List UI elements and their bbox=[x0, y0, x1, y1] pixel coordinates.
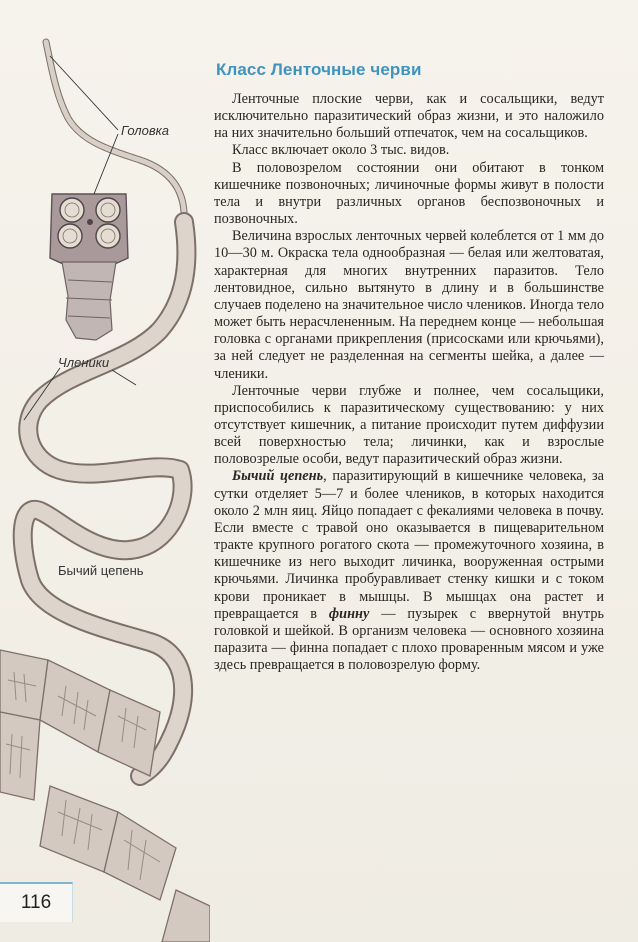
paragraph-1: Ленточные плоские черви, как и сосальщики, ведут исключительно паразитический образ жизни, и это наложило на них значительно больший отпечаток, чем на сосальщиков. bbox=[214, 91, 604, 142]
term-bull-tapeworm: Бычий цепень bbox=[232, 468, 324, 485]
figure-label-species: Бычий цепень bbox=[58, 563, 144, 578]
section-heading: Класс Ленточные черви bbox=[216, 60, 422, 79]
page-number: 116 bbox=[0, 882, 73, 922]
paragraph-6-part-1: , паразитирующий в кишечнике человека, за сутки отделяет 5—7 и более члеников, в которых находится около 2 млн яиц. Яйцо попадает с фекалиями человека в почву. Если вместе с травой оно оказывается в пищеварительном тракте крупного рогатого скота — промежуточного хозяина, в кишечнике из него выходит личинка, вооруженная острыми крючьями. Личинка пробуравливает стенку кишки и с током крови проникает в мышцы. В мышцах она растет и превращается в bbox=[214, 468, 604, 622]
figure-label-head: Головка bbox=[121, 123, 170, 138]
paragraph-6-part-2: — пузырек с ввернутой внутрь головкой и шейкой. В организм человека — основного хозяина паразита — финна попадает с плохо проваренным мясом и уже здесь превращается в половозрелую форму. bbox=[214, 605, 604, 674]
scolex-head bbox=[50, 194, 128, 340]
term-finna: финну bbox=[328, 605, 370, 622]
paragraph-2: Класс включает около 3 тыс. видов. bbox=[232, 142, 450, 159]
paragraph-4: Величина взрослых ленточных червей колеблется от 1 мм до 10—30 м. Окраска тела однообразная — белая или желтоватая, характерная для многих внутренних паразитов. Тело лентовидное, сильно вытянуто в длину и в большинстве случаев поделено на значительное число члеников. Иногда тело может быть нерасчлененным. На переднем конце — небольшая головка с органами прикрепления (присосками или крючьями), за ней следует не разделенная на сегменты шейка, а далее — членики. bbox=[214, 228, 604, 382]
paragraph-3: В половозрелом состоянии они обитают в тонком кишечнике позвоночных; личиночные формы живут в полости тела и внутри различных органов беспозвоночных и позвоночных. bbox=[214, 159, 604, 228]
paragraph-5: Ленточные черви глубже и полнее, чем сосальщики, приспособились к паразитическому существованию: у них отсутствует кишечник, а питание происходит путем диффузии всей поверхностью тела; личинки, как и взрослые половозрелые особи, ведут паразитический образ жизни. bbox=[214, 382, 604, 468]
paragraph-6 bbox=[214, 468, 604, 674]
text-column bbox=[214, 60, 604, 674]
figure-label-segments: Членики bbox=[58, 355, 110, 370]
tapeworm-illustration bbox=[0, 0, 210, 942]
